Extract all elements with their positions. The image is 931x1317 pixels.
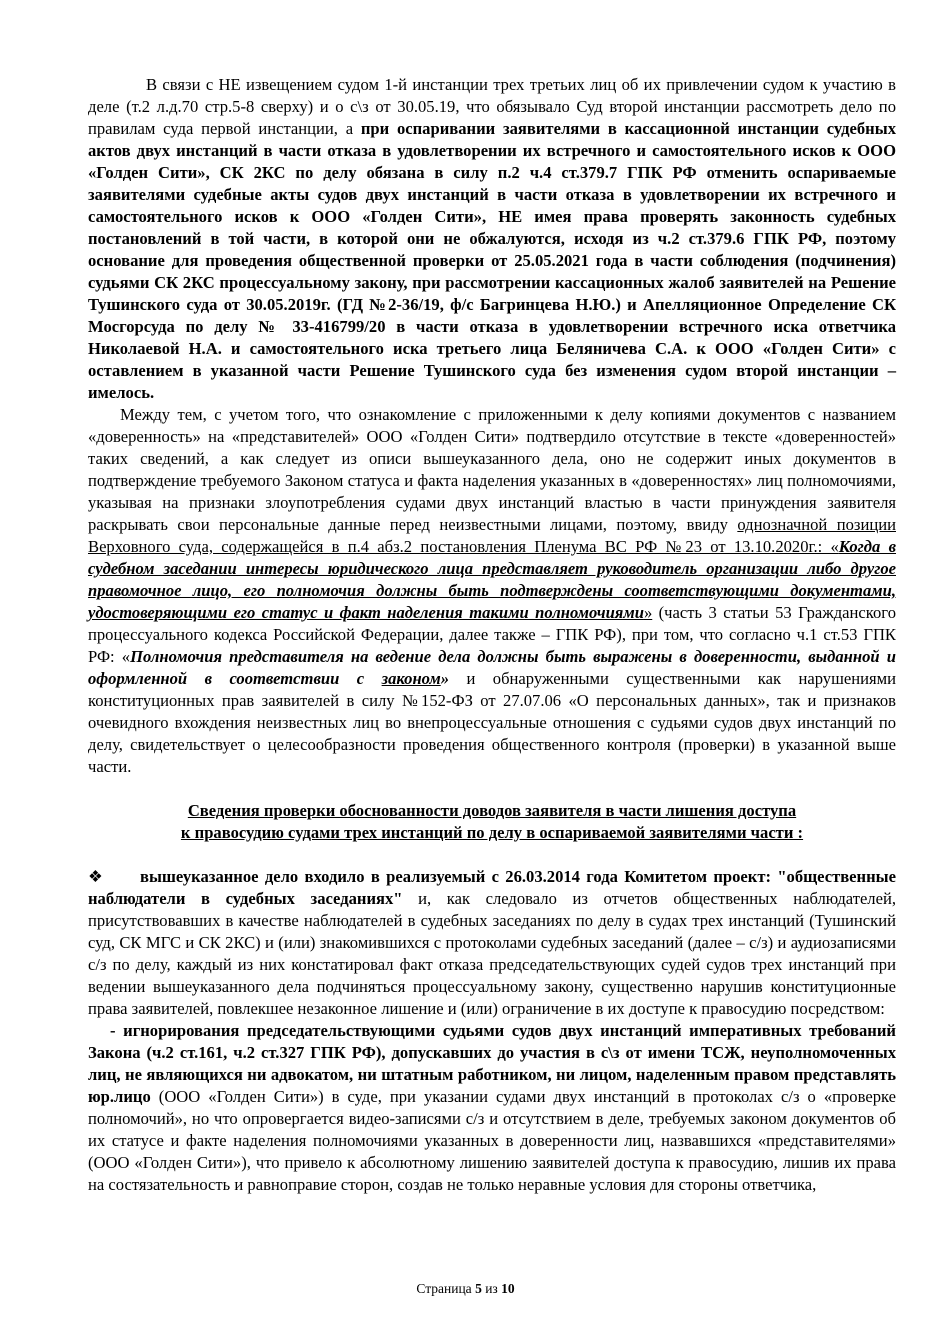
gpk-quote-close: » bbox=[440, 669, 450, 688]
page-number: 5 bbox=[475, 1281, 482, 1296]
gpk-quote: Полномочия представителя на ведение дела должны быть выражены в доверенности, выданной и оформленной в соответствии с bbox=[88, 647, 896, 688]
page-of: из bbox=[485, 1281, 498, 1296]
paragraph-2-text-2: (часть 3 статьи 53 Гражданского процессуального кодекса Российской Федерации, далее также – ГПК РФ), при том, что согласно ч.1 ст.53 ГПК РФ: « bbox=[88, 603, 896, 666]
paragraph-1-bold-text: при оспаривании заявителями в кассационной инстанции судебных актов двух инстанций в части отказа в удовлетворении их встречного и самостоятельного исков к ООО «Голден Сити», СК 2КС по делу обязана в силу п.2 ч.4 ст.379.7 ГПК РФ отменить оспариваемые заявителями судебные акты судов двух инстанций в части отказа в удовлетворении их встречного и самостоятельного исков к ООО «Голден Сити», НЕ имея права проверять законность судебных постановлений в той части, в которой они не обжалуются, исходя из ч.2 ст.379.6 ГПК РФ, поэтому основание для проведения общественной проверки от 25.05.2021 года в части соблюдения (подчинения) судьями СК 2КС процессуальному закону, при рассмотрении кассационных жалоб заявителей на Решение Тушинского суда от 30.05.2019г. (ГД №2-36/19, ф/с Багринцева Н.Ю.) и Апелляционное Определение СК Мосгорсуда по делу № 33-416799/20 в части отказа в удовлетворении встречного иска ответчика Николаевой Н.А. и самостоятельного иска третьего лица Беляничева С.А. к ООО «Голден Сити» с оставлением в указанной части Решение Тушинского суда без изменения судом второй инстанции – имелось. bbox=[88, 119, 896, 402]
section-heading bbox=[88, 800, 896, 844]
gpk-quote-law: законом bbox=[381, 669, 441, 688]
paragraph-3 bbox=[88, 866, 896, 1020]
plenum-quote-part-1: Когда в судебном заседании интересы юридического лица представляет руководитель организации либо другое правомочное лицо, bbox=[88, 537, 897, 600]
paragraph-2-text-3: и обнаруженными существенными как нарушениями конституционных прав заявителей в силу №152-ФЗ от 27.07.06 «О персональных данных», так и признаков очевидного вхождения неизвестных лиц во внепроцессуальные отношения с судьями судов двух инстанций по делу, свидетельствует о целесообразности проведения общественного контроля (проверки) в указанной выше части. bbox=[88, 669, 897, 776]
section-heading-line-2: к правосудию судами трех инстанций по делу в оспариваемой заявителями части : bbox=[180, 823, 804, 842]
page-footer bbox=[0, 1281, 931, 1297]
paragraph-1-text: В связи с НЕ извещением судом 1-й инстанции трех третьих лиц об их привлечении судом к участию в деле (т.2 л.д.70 стр.5-8 сверху) и о с\з от 30.05.19, что обязывало Суд второй инстанции рассмотреть дело по правилам суда первой инстанции, а bbox=[88, 75, 896, 138]
plenum-quote-part-2: его полномочия должны быть подтверждены соответствующими документами, удостоверяющими его статус и факт наделения такими полномочиями bbox=[88, 581, 896, 622]
paragraph-1 bbox=[88, 74, 896, 404]
paragraph-3-text: и, как следовало из отчетов общественных наблюдателей, присутствовавших в качестве наблюдателей в судебных заседаниях по делу в судах трех инстанций (Тушинский суд, СК МГС и СК 2КС) и (или) знакомившихся с протоколами судебных заседаний (далее – с/з) и аудиозаписями с/з по делу, каждый из них констатировал факт отказа председательствующих судей судов трех инстанций при ведении вышеуказанного дела подчиняться процессуальному закону, существенно нарушив конституционные права заявителей, повлекшее незаконное лишение и (или) ограничение в их доступе к правосудию посредством: bbox=[88, 889, 896, 1018]
paragraph-4 bbox=[88, 1020, 896, 1196]
paragraph-4-text: (ООО «Голден Сити») в суде, при указании судами двух инстанций в протоколах с/з о «проверке полномочий», но что опровергается видео-записями с/з и отсутствием в деле, требуемых законом документов об их статусе и факте наделения полномочиями указанных в доверенности лиц, назвавшихся «представителями» (ООО «Голден Сити»), что привело к абсолютному лишению заявителей доступа к правосудию, лишив их права на состязательность и равноправие сторон, создав не только неравные условия для стороны ответчика, bbox=[88, 1087, 896, 1194]
diamond-bullet-icon: ❖ bbox=[88, 867, 103, 886]
supreme-court-position-link: однозначной позиции Верховного суда, содержащейся в п.4 абз.2 постановления Пленума ВС РФ №23 от 13.10.2020г.: « bbox=[88, 515, 896, 556]
paragraph-3-bold-text: вышеуказанное дело входило в реализуемый с 26.03.2014 года Комитетом проект: "общественные наблюдатели в судебных заседаниях" bbox=[88, 867, 896, 908]
document-page bbox=[88, 74, 896, 1196]
page-total: 10 bbox=[501, 1281, 515, 1296]
paragraph-2-text: Между тем, с учетом того, что ознакомление с приложенными к делу копиями документов с названием «доверенность» на «представителей» ООО «Голден Сити» подтвердило отсутствие в тексте «доверенностей» таких сведений, а как следует из описи вышеуказанного дела, оно не содержит иных документов в подтверждение требуемого Законом статуса и факта наделения указанных в «доверенностях» лиц полномочиями, указывая на признаки злоупотребления судами двух инстанций властью в части принуждения заявителя раскрывать свои персональные данные перед неизвестными лицами, поэтому, ввиду bbox=[88, 405, 896, 534]
paragraph-4-bold-text: - игнорирования председательствующими судьями судов двух инстанций императивных требований Закона (ч.2 ст.161, ч.2 ст.327 ГПК РФ), допускавших до участия в с\з от имени ТСЖ, неуполномоченных лиц, не являющихся ни адвокатом, ни штатным работником, ни лицом, наделенным правом представлять юр.лицо bbox=[88, 1021, 896, 1106]
section-heading-line-1: Сведения проверки обоснованности доводов заявителя в части лишения доступа bbox=[187, 801, 797, 820]
page-label: Страница bbox=[416, 1281, 472, 1296]
paragraph-2 bbox=[88, 404, 896, 778]
plenum-quote-close: » bbox=[643, 603, 653, 622]
